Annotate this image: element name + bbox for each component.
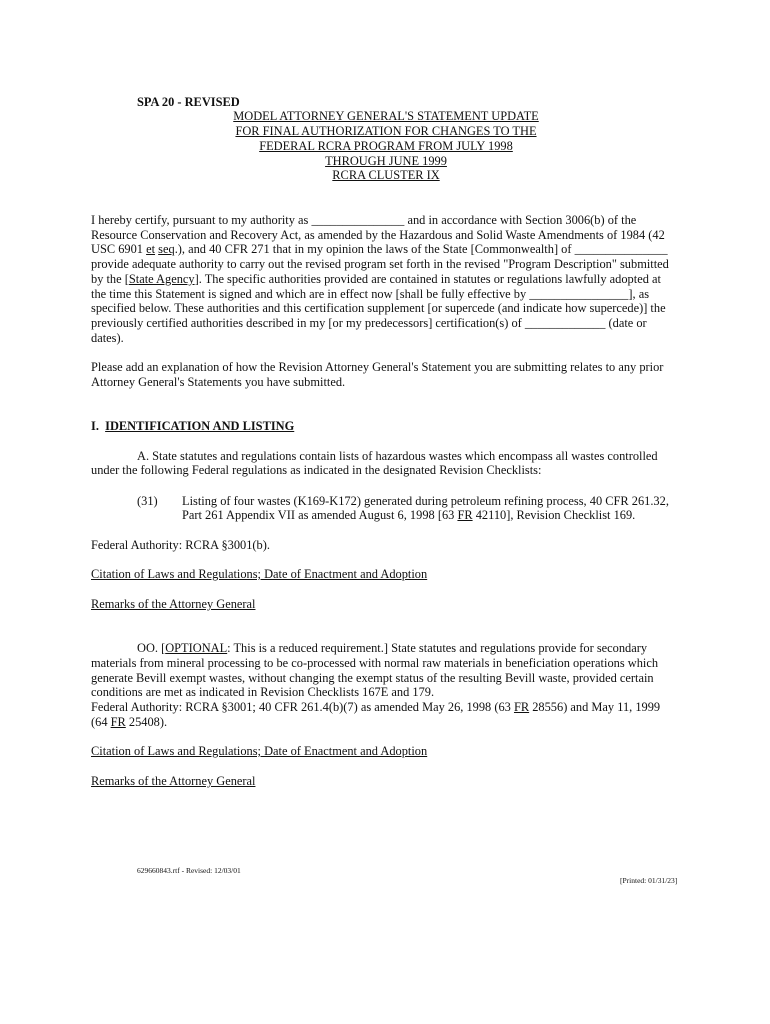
remarks-heading-1: Remarks of the Attorney General <box>91 597 256 611</box>
certify-line-3: USC 6901 et seq.), and 40 CFR 271 that in my opinion the laws of the State [Commonwealth] of _______________ <box>91 242 668 256</box>
spa-label: SPA 20 - REVISED <box>137 95 240 109</box>
federal-authority: Federal Authority: RCRA §3001(b). <box>91 538 270 552</box>
item-number: (31) <box>137 494 158 508</box>
seq-text: seq <box>158 242 175 256</box>
title-line-5: RCRA CLUSTER IX <box>332 168 440 182</box>
section-1-heading: I. IDENTIFICATION AND LISTING <box>91 419 295 433</box>
et-text: et <box>146 242 156 256</box>
citation-heading-2: Citation of Laws and Regulations; Date of Enactment and Adoption <box>91 744 428 758</box>
optional-text: OPTIONAL <box>165 641 228 655</box>
certify-line-8: previously certified authorities described in my [or my predecessors] certification(s) of _____________ (date or <box>91 316 647 330</box>
oo-line-6: (64 FR 25408). <box>91 715 168 729</box>
section-a-line-2: under the following Federal regulations as indicated in the designated Revision Checklists: <box>91 463 542 477</box>
title-line-3: FEDERAL RCRA PROGRAM FROM JULY 1998 <box>259 139 513 153</box>
section-a-line-1: A. State statutes and regulations contain lists of hazardous wastes which encompass all wastes controlled <box>137 449 658 463</box>
item-line-1: Listing of four wastes (K169-K172) generated during petroleum refining process, 40 CFR 261.32, <box>182 494 669 508</box>
oo-line-2: materials from mineral processing to be co-processed with normal raw materials in beneficiation operations which <box>91 656 659 670</box>
certify-line-5: by the [State Agency]. The specific authorities provided are contained in statutes or regulations lawfully adopted at <box>91 272 661 286</box>
title-line-2: FOR FINAL AUTHORIZATION FOR CHANGES TO THE <box>235 124 537 138</box>
title-line-1: MODEL ATTORNEY GENERAL'S STATEMENT UPDATE <box>233 109 539 123</box>
item-line-2: Part 261 Appendix VII as amended August 6, 1998 [63 FR 42110], Revision Checklist 169. <box>182 508 636 522</box>
certify-line-2: Resource Conservation and Recovery Act, as amended by the Hazardous and Solid Waste Amendments of 1984 (42 <box>91 228 665 242</box>
oo-line-5: Federal Authority: RCRA §3001; 40 CFR 261.4(b)(7) as amended May 26, 1998 (63 FR 28556) and May 11, 1999 <box>91 700 661 714</box>
footer-filename: 629660843.rtf - Revised: 12/03/01 <box>137 866 241 875</box>
certify-line-9: dates). <box>91 331 124 345</box>
explain-line-2: Attorney General's Statements you have submitted. <box>91 375 346 389</box>
certify-line-7: specified below. These authorities and this certification supplement [or supercede (and indicate how supercede)] the <box>91 301 666 315</box>
footer-printed-date: [Printed: 01/31/23] <box>620 876 678 885</box>
fr-text: FR <box>457 508 473 522</box>
section-1-title: IDENTIFICATION AND LISTING <box>105 419 295 433</box>
fr-text: FR <box>513 700 530 714</box>
oo-line-1: OO. [OPTIONAL: This is a reduced requirement.] State statutes and regulations provide for secondary <box>137 641 648 655</box>
certify-line-1: I hereby certify, pursuant to my authority as _______________ and in accordance with Section 3006(b) of the <box>91 213 637 227</box>
state-agency-text: State Agency <box>128 272 195 286</box>
certify-line-4: provide adequate authority to carry out the revised program set forth in the revised "Program Description" submitted <box>91 257 669 271</box>
certify-line-6: the time this Statement is signed and which are in effect now [shall be fully effective by ________________], as <box>91 287 650 301</box>
fr-text: FR <box>110 715 126 729</box>
citation-heading-1: Citation of Laws and Regulations; Date of Enactment and Adoption <box>91 567 428 581</box>
oo-line-4: conditions are met as indicated in Revision Checklists 167E and 179. <box>91 685 435 699</box>
remarks-heading-2: Remarks of the Attorney General <box>91 774 256 788</box>
explain-line-1: Please add an explanation of how the Revision Attorney General's Statement you are submitting relates to any prior <box>91 360 664 374</box>
oo-line-3: generate Bevill exempt wastes, without changing the exempt status of the resulting Bevill waste, provided certain <box>91 671 654 685</box>
title-line-4: THROUGH JUNE 1999 <box>325 154 447 168</box>
